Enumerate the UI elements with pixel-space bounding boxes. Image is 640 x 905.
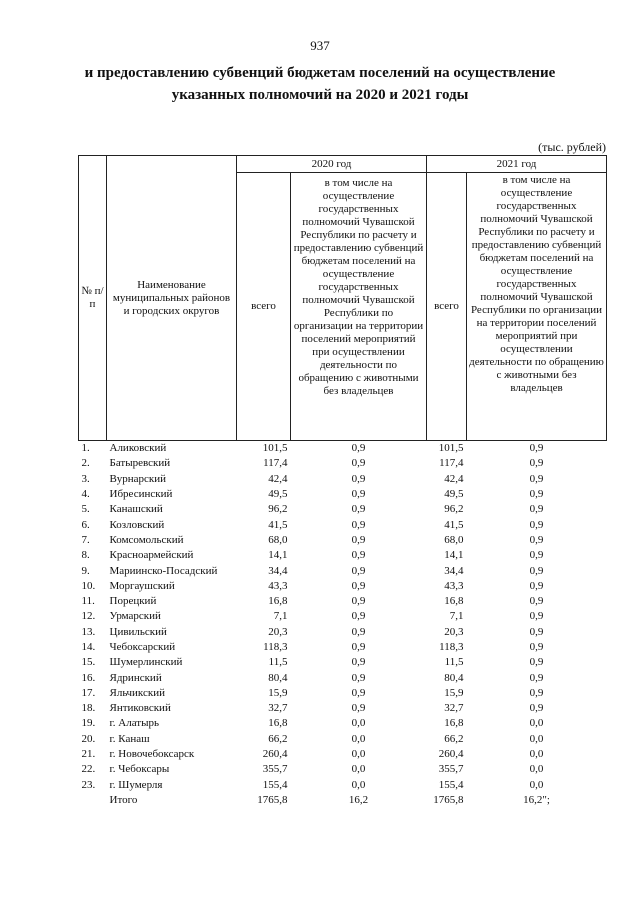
row-sub-2021: 0,9 — [529, 518, 544, 531]
row-sub-2021: 0,9 — [529, 656, 544, 669]
row-sub-2021: 0,0 — [529, 717, 544, 730]
row-sub-2020: 0,0 — [351, 748, 366, 761]
row-number: 1. — [81, 442, 90, 455]
row-total-2020: 260,4 — [262, 748, 288, 761]
table-header — [79, 156, 607, 441]
row-sub-2020: 0,9 — [351, 686, 366, 699]
row-sub-2021: 0,0 — [529, 732, 544, 745]
table-row — [79, 732, 607, 747]
row-name: г. Чебоксары — [109, 763, 170, 776]
row-sub-2021: 0,9 — [529, 442, 544, 455]
row-sub-2020: 0,9 — [351, 564, 366, 577]
row-total-2020: 41,5 — [268, 518, 288, 531]
row-total-2020: 20,3 — [268, 625, 288, 638]
row-sub-2021: 0,9 — [529, 686, 544, 699]
table-row — [79, 441, 607, 457]
row-name: Козловский — [109, 518, 165, 531]
row-number: 16. — [81, 671, 96, 684]
row-number: 9. — [81, 564, 90, 577]
table-row — [79, 609, 607, 624]
row-number: 19. — [81, 717, 96, 730]
row-name: Ядринский — [109, 671, 162, 684]
row-total-2020: 80,4 — [268, 671, 288, 684]
row-total-2020: 68,0 — [268, 533, 288, 546]
row-name: г. Алатырь — [109, 717, 160, 730]
table-row — [79, 533, 607, 548]
row-sub-2020: 0,9 — [351, 518, 366, 531]
header-desc-2020: в том числе на осуществление государственных полномочий Чувашской Республики по расчету и предоставлению субвенций бюджетам поселений на осуществление государственных полномочий Чувашской Республики по организации на территории поселений мероприятий при осуществлении деятельности по обращению с животными без владельцев — [291, 173, 427, 441]
row-name: Батыревский — [109, 457, 171, 470]
row-sub-2021: 0,9 — [529, 702, 544, 715]
unit-label: (тыс. рублей) — [538, 140, 606, 154]
header-total-2021: всего — [427, 173, 467, 441]
row-total-2020: 118,3 — [263, 641, 288, 653]
row-number: 21. — [81, 748, 96, 761]
row-total-2020: 34,4 — [268, 564, 288, 577]
row-sub-2021: 0,9 — [529, 457, 544, 470]
row-sub-2021: 0,0 — [529, 748, 544, 761]
row-number: 3. — [81, 472, 90, 485]
total-sub-2020: 16,2 — [348, 793, 369, 806]
row-total-2020: 96,2 — [268, 503, 288, 516]
table-row — [79, 716, 607, 731]
row-total-2020: 117,4 — [263, 457, 288, 470]
row-sub-2020: 0,9 — [351, 442, 366, 455]
row-total-2021: 118,3 — [439, 641, 464, 653]
row-total-2020: 49,5 — [268, 488, 288, 501]
header-name: Наименование муниципальных районов и городских округов — [107, 156, 237, 441]
subvention-table — [78, 155, 607, 808]
row-number: 14. — [81, 641, 96, 653]
row-sub-2021: 0,9 — [529, 503, 544, 516]
row-name: Моргаушский — [109, 579, 175, 592]
row-sub-2020: 0,0 — [351, 717, 366, 730]
table-row — [79, 548, 607, 563]
title-line-1: и предоставлению субвенций бюджетам поселений на осуществление — [84, 65, 556, 81]
row-total-2021: 43,3 — [444, 579, 464, 592]
row-sub-2021: 0,9 — [529, 625, 544, 638]
row-name: Урмарский — [109, 610, 161, 623]
row-total-2021: 7,1 — [449, 610, 464, 623]
row-total-2021: 66,2 — [444, 732, 464, 745]
page-number: 937 — [310, 38, 330, 53]
row-total-2020: 42,4 — [268, 472, 288, 485]
row-total-2020: 7,1 — [273, 610, 288, 623]
table-row — [79, 701, 607, 716]
row-number: 5. — [81, 503, 90, 516]
row-total-2021: 96,2 — [444, 503, 464, 516]
row-sub-2020: 0,0 — [351, 763, 366, 776]
row-name: Мариинско-Посадский — [109, 564, 218, 577]
row-sub-2020: 0,9 — [351, 457, 366, 470]
table-row — [79, 472, 607, 487]
row-total-2021: 20,3 — [444, 625, 464, 638]
row-sub-2021: 0,9 — [529, 641, 544, 653]
row-total-2021: 68,0 — [444, 533, 464, 546]
table-row — [79, 502, 607, 517]
row-total-2021: 260,4 — [438, 748, 464, 761]
row-total-2020: 355,7 — [262, 763, 288, 776]
row-number: 23. — [81, 778, 96, 791]
row-name: Цивильский — [109, 625, 167, 638]
row-sub-2020: 0,9 — [351, 503, 366, 516]
row-total-2020: 101,5 — [262, 442, 288, 455]
row-total-2020: 155,4 — [262, 778, 288, 791]
table-row — [79, 762, 607, 777]
row-total-2021: 355,7 — [438, 763, 464, 776]
row-sub-2020: 0,9 — [351, 549, 366, 562]
row-total-2021: 41,5 — [444, 518, 464, 531]
row-sub-2020: 0,9 — [351, 641, 366, 653]
row-total-2020: 14,1 — [268, 549, 288, 562]
total-row-number — [79, 793, 107, 808]
row-total-2020: 32,7 — [268, 702, 288, 715]
row-sub-2020: 0,9 — [351, 671, 366, 684]
row-sub-2020: 0,0 — [351, 732, 366, 745]
table-row — [79, 594, 607, 609]
row-name: г. Новочебоксарск — [109, 748, 195, 761]
row-name: Янтиковский — [109, 702, 171, 715]
row-total-2021: 14,1 — [444, 549, 464, 562]
row-number: 22. — [81, 763, 96, 776]
table-row — [79, 655, 607, 670]
row-total-2020: 66,2 — [268, 732, 288, 745]
row-name: Шумерлинский — [109, 656, 183, 669]
row-sub-2020: 0,9 — [351, 533, 366, 546]
row-sub-2020: 0,9 — [351, 625, 366, 638]
row-sub-2021: 0,9 — [529, 610, 544, 623]
row-number: 20. — [81, 732, 96, 745]
row-name: Канашский — [109, 503, 163, 516]
header-num: № п/п — [79, 156, 107, 441]
row-sub-2020: 0,9 — [351, 656, 366, 669]
row-sub-2020: 0,9 — [351, 472, 366, 485]
row-sub-2021: 0,0 — [529, 778, 544, 791]
row-sub-2021: 0,9 — [529, 671, 544, 684]
row-total-2021: 11,5 — [444, 656, 464, 669]
row-total-2021: 80,4 — [444, 671, 464, 684]
row-total-2021: 42,4 — [444, 472, 464, 485]
row-name: Красноармейский — [109, 549, 194, 562]
row-total-2020: 43,3 — [268, 579, 288, 592]
row-sub-2021: 0,9 — [529, 533, 544, 546]
table-row — [79, 579, 607, 594]
row-number: 10. — [81, 579, 96, 592]
row-name: Порецкий — [109, 595, 157, 608]
row-sub-2021: 0,9 — [529, 564, 544, 577]
row-name: г. Шумерля — [109, 778, 163, 791]
table-body — [79, 441, 607, 809]
row-total-2021: 49,5 — [444, 488, 464, 501]
row-total-2021: 117,4 — [439, 457, 464, 470]
document-title — [40, 62, 600, 106]
table-row — [79, 517, 607, 532]
row-total-2020: 11,5 — [268, 656, 288, 669]
row-number: 7. — [81, 533, 90, 546]
row-total-2021: 101,5 — [438, 442, 464, 455]
table-row — [79, 670, 607, 685]
row-name: Ибресинский — [109, 488, 173, 501]
total-2020: 1765,8 — [257, 793, 288, 806]
row-number: 13. — [81, 625, 96, 638]
row-number: 17. — [81, 686, 96, 699]
table-row — [79, 625, 607, 640]
total-label: Итого — [109, 793, 138, 806]
row-number: 18. — [81, 702, 96, 715]
table-row — [79, 747, 607, 762]
row-number: 11. — [81, 595, 95, 608]
table-row — [79, 686, 607, 701]
table-row — [79, 778, 607, 793]
row-total-2021: 34,4 — [444, 564, 464, 577]
row-name: г. Канаш — [109, 732, 150, 745]
row-name: Комсомольский — [109, 533, 184, 546]
row-sub-2020: 0,9 — [351, 579, 366, 592]
row-name: Аликовский — [109, 442, 167, 455]
row-number: 12. — [81, 610, 96, 623]
row-sub-2020: 0,9 — [351, 595, 366, 608]
row-number: 15. — [81, 656, 96, 669]
row-sub-2021: 0,0 — [529, 763, 544, 776]
total-sub-2021: 16,2"; — [523, 793, 550, 806]
row-sub-2020: 0,9 — [351, 702, 366, 715]
row-total-2021: 15,9 — [444, 686, 464, 699]
row-sub-2021: 0,9 — [529, 549, 544, 562]
row-name: Вурнарский — [109, 472, 166, 485]
table-row — [79, 456, 607, 471]
row-sub-2021: 0,9 — [529, 488, 544, 501]
row-sub-2021: 0,9 — [529, 472, 544, 485]
row-total-2020: 15,9 — [268, 686, 288, 699]
row-number: 4. — [81, 488, 90, 501]
title-line-2: указанных полномочий на 2020 и 2021 годы — [171, 87, 469, 103]
header-year-2020: 2020 год — [237, 156, 427, 173]
table-row — [79, 640, 607, 655]
header-total-2020: всего — [237, 173, 291, 441]
row-sub-2020: 0,0 — [351, 778, 366, 791]
row-sub-2020: 0,9 — [351, 488, 366, 501]
row-total-2021: 16,8 — [444, 717, 464, 730]
row-total-2020: 16,8 — [268, 595, 288, 608]
row-number: 8. — [81, 549, 90, 562]
total-row — [79, 793, 607, 808]
row-number: 6. — [81, 518, 90, 531]
row-total-2020: 16,8 — [268, 717, 288, 730]
table-row — [79, 563, 607, 578]
row-total-2021: 155,4 — [438, 778, 464, 791]
row-number: 2. — [81, 457, 90, 470]
row-total-2021: 32,7 — [444, 702, 464, 715]
table-row — [79, 487, 607, 502]
row-sub-2020: 0,9 — [351, 610, 366, 623]
header-year-2021: 2021 год — [427, 156, 607, 173]
row-name: Яльчикский — [109, 686, 165, 699]
header-desc-2021: в том числе на осуществление государственных полномочий Чувашской Республики по расчету и предоставлению субвенций бюджетам поселений на осуществление государственных полномочий Чувашской Республики по организации на территории поселений мероприятий при осуществлении деятельности по обращению с животными без владельцев — [467, 173, 607, 441]
row-total-2021: 16,8 — [444, 595, 464, 608]
row-sub-2021: 0,9 — [529, 595, 544, 608]
total-2021: 1765,8 — [433, 793, 464, 806]
row-sub-2021: 0,9 — [529, 579, 544, 592]
row-name: Чебоксарский — [109, 641, 176, 653]
